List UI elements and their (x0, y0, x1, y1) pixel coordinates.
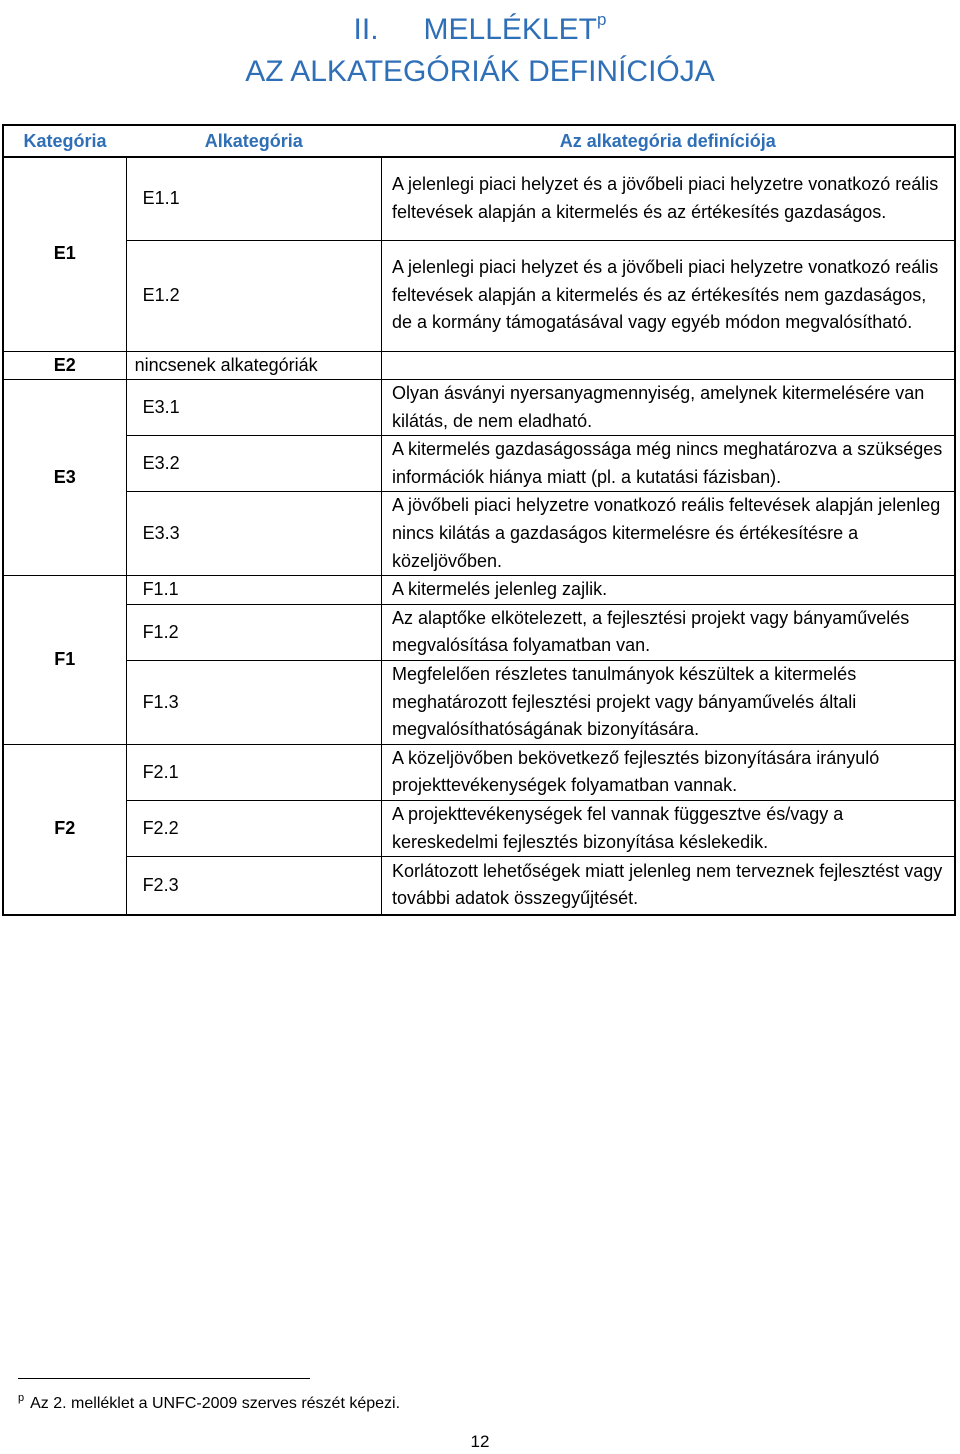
annex-label: MELLÉKLET (423, 13, 597, 46)
definition-cell: A projekttevékenységek fel vannak függesztve és/vagy a kereskedelmi fejlesztés bizonyítása késlekedik. (381, 801, 955, 857)
footnote-divider (18, 1378, 310, 1379)
category-cell: F1 (3, 576, 126, 745)
page-number: 12 (470, 1432, 490, 1451)
definition-cell: A közeljövőben bekövetkező fejlesztés bizonyítására irányuló projekttevékenységek folyamatban vannak. (381, 744, 955, 800)
subcategory-cell (126, 380, 381, 436)
footnote-marker: p (596, 10, 607, 29)
subcategory-cell (126, 744, 381, 800)
annex-subtitle: AZ ALKATEGÓRIÁK DEFINÍCIÓJA (245, 55, 715, 88)
table-row (3, 661, 955, 745)
subcategory-cell: nincsenek alkategóriák (126, 351, 381, 380)
subcategory-cell (126, 436, 381, 492)
table-row (3, 604, 955, 660)
header-subcategory: Alkategória (126, 125, 381, 157)
subcategory-code: F2.3 (142, 874, 179, 895)
header-definition: Az alkategória definíciója (381, 125, 955, 157)
subcategory-code: F2.1 (142, 761, 179, 782)
table-row (3, 351, 955, 380)
subcategory-code: F1.2 (142, 621, 179, 642)
subcategory-cell (126, 240, 381, 351)
subcategory-definitions-table (2, 124, 956, 916)
definition-cell: A jelenlegi piaci helyzet és a jövőbeli piaci helyzetre vonatkozó reális feltevések alapján a kitermelés és az értékesítés nem gazdaságos, de a kormány támogatásával vagy egyéb módon megvalósítható. (381, 240, 955, 351)
subcategory-code: E3.1 (142, 396, 180, 417)
footnote-text: Az 2. melléklet a UNFC-2009 szerves részét képezi. (30, 1395, 401, 1412)
table-row (3, 492, 955, 576)
category-cell: E3 (3, 380, 126, 576)
definition-cell: Az alaptőke elkötelezett, a fejlesztési projekt vagy bányaművelés megvalósítása folyamatban van. (381, 604, 955, 660)
table-header-row (3, 125, 955, 157)
subcategory-cell (126, 157, 381, 240)
subcategory-cell (126, 661, 381, 745)
definition-cell: A jövőbeli piaci helyzetre vonatkozó reális feltevések alapján jelenleg nincs kilátás a gazdaságos kitermelésre és értékesítésre a közeljövőben. (381, 492, 955, 576)
subcategory-cell (126, 801, 381, 857)
table-row (3, 576, 955, 605)
subcategory-code: F2.2 (142, 817, 179, 838)
table-row (3, 744, 955, 800)
definition-cell: A kitermelés gazdaságossága még nincs meghatározva a szükséges információk hiánya miatt (pl. a kutatási fázisban). (381, 436, 955, 492)
table-row (3, 240, 955, 351)
footnote-marker: p (18, 1392, 25, 1404)
category-cell: E2 (3, 351, 126, 380)
footnote (18, 1388, 400, 1414)
subcategory-cell (126, 576, 381, 605)
table-row (3, 801, 955, 857)
subcategory-code: F1.1 (142, 579, 179, 600)
table-row (3, 857, 955, 915)
subcategory-code: E1.1 (142, 187, 180, 208)
definition-cell: A jelenlegi piaci helyzet és a jövőbeli piaci helyzetre vonatkozó reális feltevések alapján a kitermelés és az értékesítés gazdaságos. (381, 157, 955, 240)
subcategory-cell (126, 492, 381, 576)
definition-cell: Olyan ásványi nyersanyagmennyiség, amelynek kitermelésére van kilátás, de nem eladható. (381, 380, 955, 436)
category-cell: E1 (3, 157, 126, 351)
annex-title (0, 0, 960, 50)
definition-cell: Korlátozott lehetőségek miatt jelenleg nem terveznek fejlesztést vagy további adatok összegyűjtését. (381, 857, 955, 915)
definition-cell: A kitermelés jelenleg zajlik. (381, 576, 955, 605)
definition-cell (381, 351, 955, 380)
annex-number: II. (353, 13, 379, 46)
subcategory-cell (126, 857, 381, 915)
subcategory-code: E1.2 (142, 284, 180, 305)
category-cell: F2 (3, 744, 126, 914)
table-row (3, 380, 955, 436)
subcategory-cell (126, 604, 381, 660)
subcategory-code: E3.2 (142, 453, 180, 474)
table-row (3, 436, 955, 492)
subcategory-code: E3.3 (142, 523, 180, 544)
table-row (3, 157, 955, 240)
definition-cell: Megfelelően részletes tanulmányok készültek a kitermelés meghatározott fejlesztési projekt vagy bányaművelés általi megvalósíthatóságának bizonyítására. (381, 661, 955, 745)
subcategory-code: F1.3 (142, 691, 179, 712)
header-category: Kategória (3, 125, 126, 157)
